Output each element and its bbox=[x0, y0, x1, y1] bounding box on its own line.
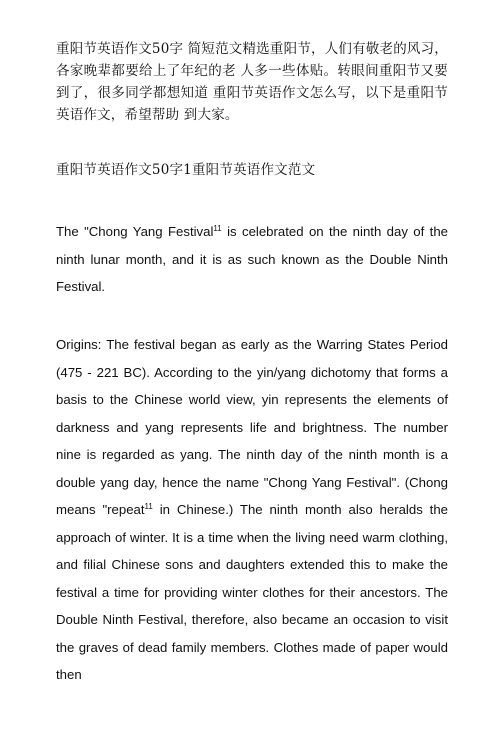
paragraph-text: The "Chong Yang Festival bbox=[56, 224, 214, 239]
article-heading: 重阳节英语作文50字1重阳节英语作文范文 bbox=[56, 162, 316, 178]
paragraph-text: in Chinese.) The ninth month also heralds the approach of winter. It is a time when the living need warm clothing, and filial Chinese sons and daughters extended this to make the festival a time for providing winter clothes for their ancestors. The Double Ninth Festival, therefore, also became an occasion to visit the graves of dead family members. Clothes made of paper would then bbox=[56, 502, 448, 682]
superscript-mark: 11 bbox=[213, 224, 222, 233]
paragraph-text: Origins: The festival began as early as the Warring States Period (475 - 221 BC). According to the yin/yang dichotomy that forms a basis to the Chinese world view, yin represents the elements of darkness and yang represents life and brightness. The number nine is regarded as yang. The ninth day of the ninth month is a double yang day, hence the name "Chong Yang Festival". (Chong means "repeat bbox=[56, 337, 448, 517]
festival-intro-paragraph bbox=[56, 218, 448, 301]
origins-paragraph bbox=[56, 331, 448, 689]
superscript-mark: 11 bbox=[144, 502, 153, 511]
paragraph-text: is celebrated on the ninth day of the ninth lunar month, and it is as such known as the Double Ninth Festival. bbox=[56, 224, 448, 294]
intro-paragraph: 重阳节英语作文50字 简短范文精选重阳节，人们有敬老的风习，各家晚辈都要给上了年纪的老 人多一些体贴。转眼间重阳节又要到了，很多同学都想知道 重阳节英语作文怎么写，以下是重阳节英语作文，希望帮助 到大家。 bbox=[56, 41, 448, 123]
